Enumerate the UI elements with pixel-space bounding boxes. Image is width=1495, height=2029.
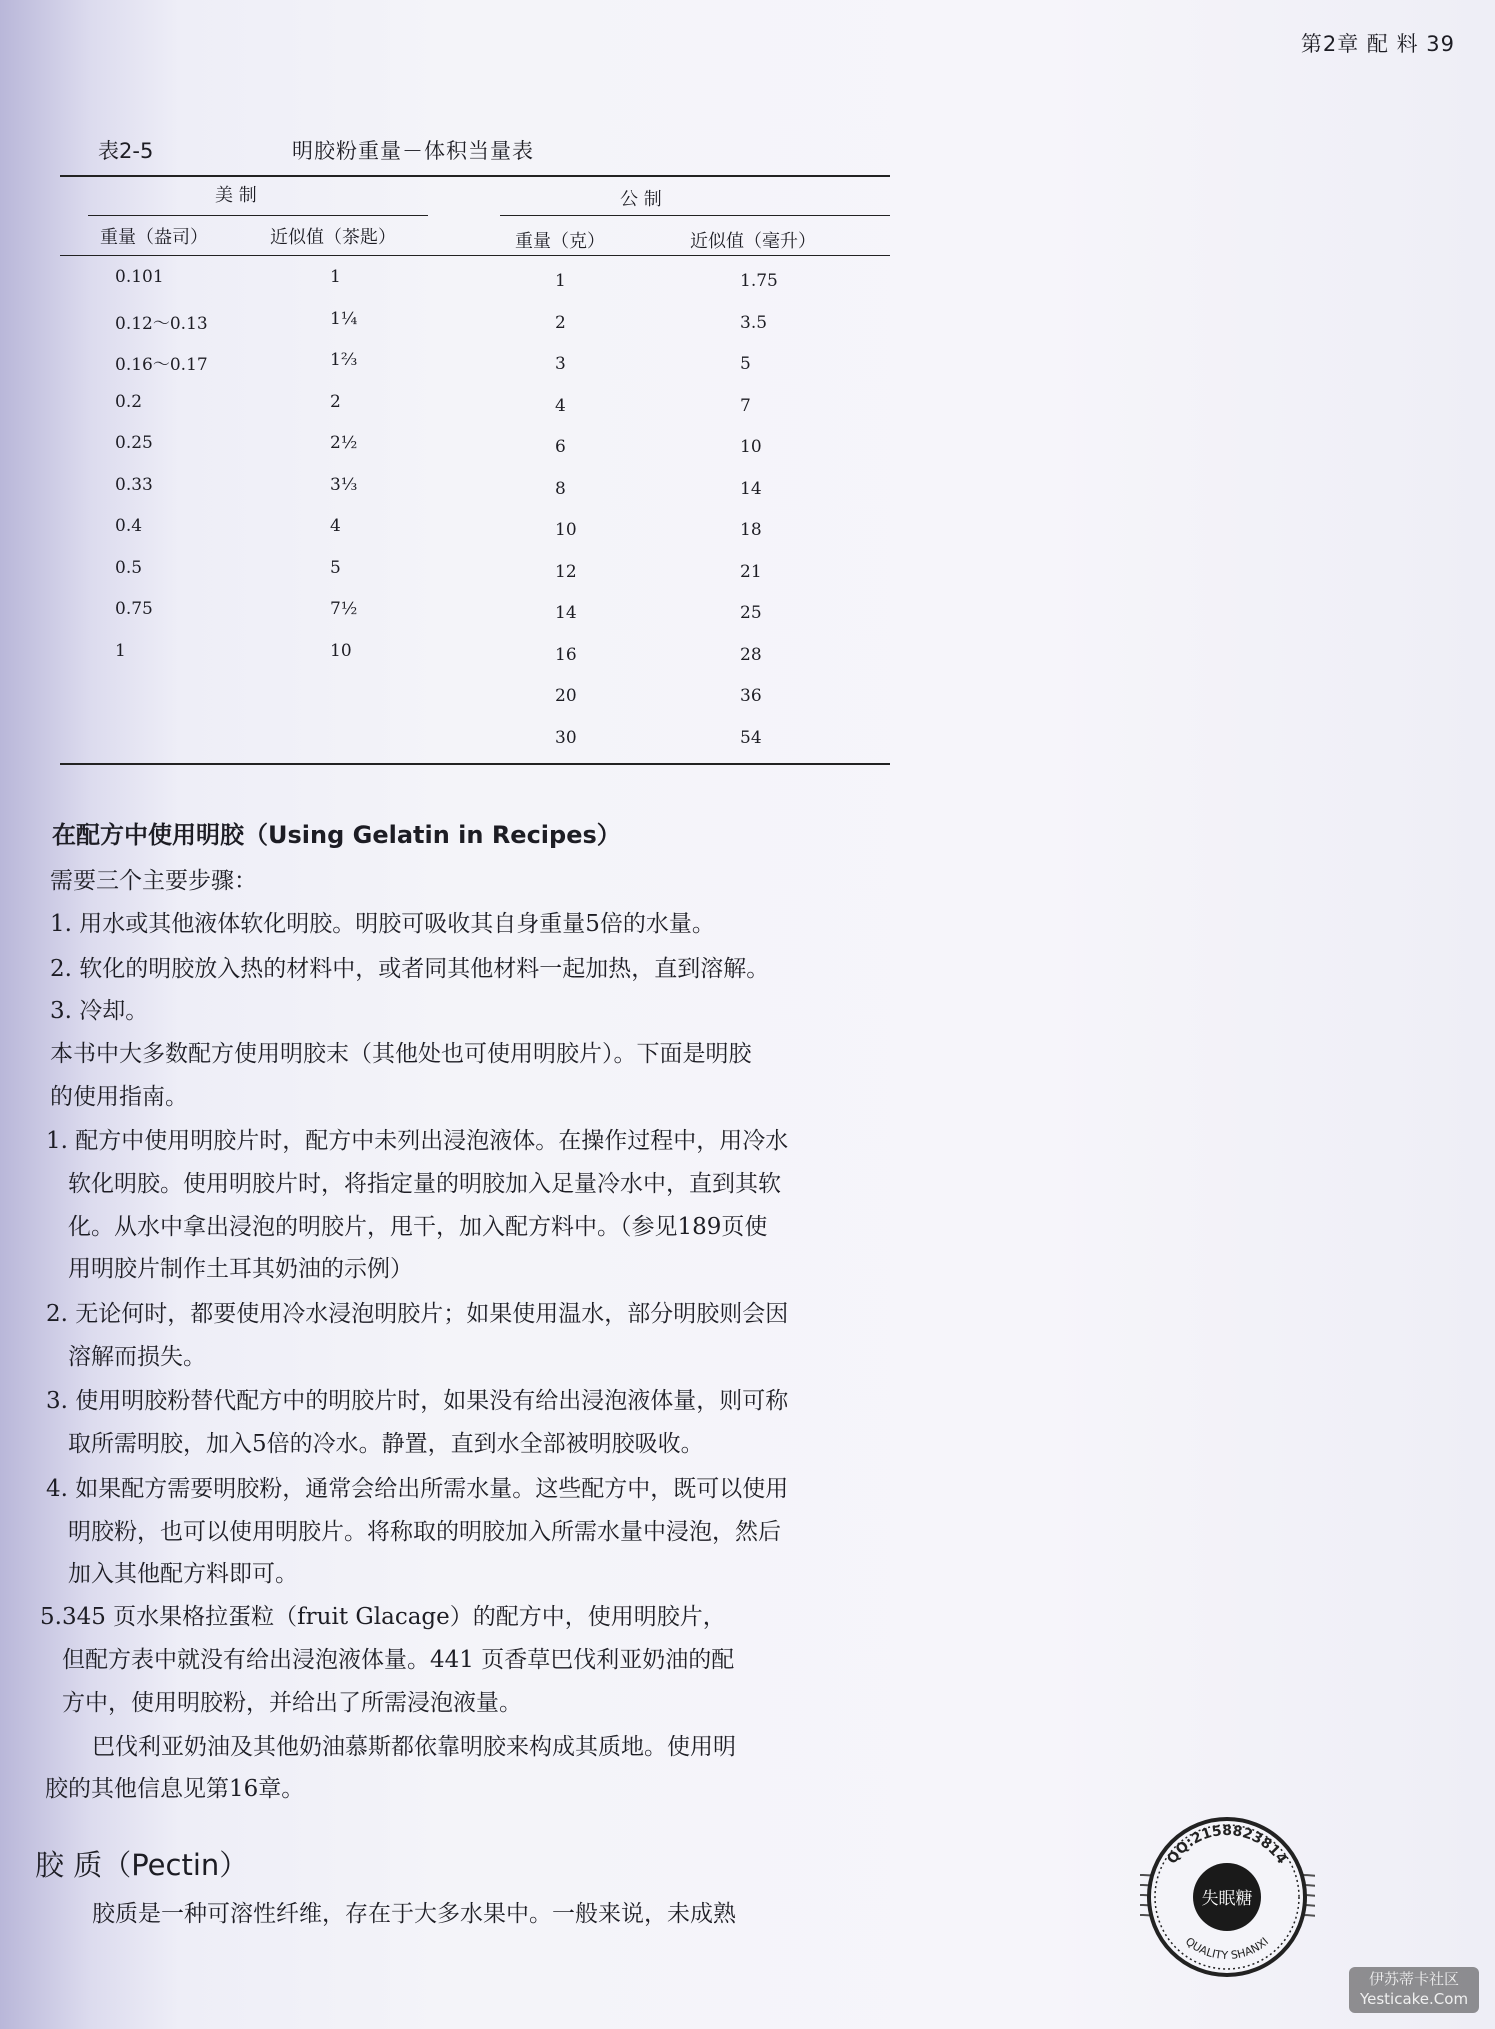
table-cell-us-weight-oz: 1 xyxy=(115,640,126,661)
table-cell-metric-weight-g: 3 xyxy=(555,354,566,374)
step-2: 2. 软化的明胶放入热的材料中，或者同其他材料一起加热，直到溶解。 xyxy=(50,956,770,982)
paragraph-2-line-2: 但配方表中就没有给出浸泡液体量。441 页香草巴伐利亚奶油的配 xyxy=(62,1647,735,1673)
table-cell-us-weight-oz: 0.101 xyxy=(115,267,164,287)
table-cell-us-approx-tsp: 10 xyxy=(330,640,352,661)
table-cell-metric-approx-ml: 25 xyxy=(740,603,762,623)
table-cell-metric-approx-ml: 36 xyxy=(740,686,762,706)
table-cell-us-approx-tsp: 2½ xyxy=(330,433,358,453)
table-cell-metric-approx-ml: 14 xyxy=(740,478,762,499)
group-metric-header: 公 制 xyxy=(620,189,662,210)
table-cell-metric-approx-ml: 10 xyxy=(740,437,762,457)
gelatin-table xyxy=(60,135,890,748)
pectin-line-1: 胶质是一种可溶性纤维，存在于大多水果中。一般来说，未成熟 xyxy=(92,1901,736,1927)
col-header-weight-g: 重量（克） xyxy=(515,231,605,252)
table-cell-metric-weight-g: 8 xyxy=(555,478,566,499)
table-cell-us-weight-oz: 0.2 xyxy=(115,391,143,412)
table-cell-us-approx-tsp: 1 xyxy=(330,267,341,287)
section-heading-using-gelatin: 在配方中使用明胶（Using Gelatin in Recipes） xyxy=(52,821,621,849)
table-cell-metric-approx-ml: 3.5 xyxy=(740,312,768,333)
table-cell-us-approx-tsp: 7½ xyxy=(330,599,358,619)
col-header-approx-tsp: 近似值（茶匙） xyxy=(270,227,396,248)
table-title: 明胶粉重量－体积当量表 xyxy=(292,139,534,163)
table-cell-metric-approx-ml: 28 xyxy=(740,644,762,665)
table-cell-us-approx-tsp: 3⅓ xyxy=(330,474,358,495)
stamp-center-text: 失眠糖 xyxy=(1201,1889,1253,1909)
table-bottom-rule xyxy=(60,763,890,765)
page-header: 第2章 配 料 39 xyxy=(1300,32,1455,56)
section-heading-pectin: 胶 质（Pectin） xyxy=(35,1848,249,1882)
guide-4-line-1: 4. 如果配方需要明胶粉，通常会给出所需水量。这些配方中，既可以使用 xyxy=(46,1476,789,1502)
table-cell-us-weight-oz: 0.4 xyxy=(115,516,143,536)
table-cell-metric-approx-ml: 21 xyxy=(740,561,762,582)
table-cell-metric-weight-g: 1 xyxy=(555,271,566,291)
table-cell-us-approx-tsp: 5 xyxy=(330,557,341,578)
guide-1-line-3: 化。从水中拿出浸泡的明胶片，甩干，加入配方料中。（参见189页使 xyxy=(68,1214,768,1240)
guide-3-line-1: 3. 使用明胶粉替代配方中的明胶片时，如果没有给出浸泡液体量，则可称 xyxy=(46,1388,789,1414)
group-rule-us xyxy=(88,215,428,216)
table-cell-us-approx-tsp: 2 xyxy=(330,391,341,412)
paragraph-1-line-2: 的使用指南。 xyxy=(50,1084,188,1110)
group-us-header: 美 制 xyxy=(215,185,257,206)
guide-1-line-2: 软化明胶。使用明胶片时，将指定量的明胶加入足量冷水中，直到其软 xyxy=(68,1171,781,1197)
step-1: 1. 用水或其他液体软化明胶。明胶可吸收其自身重量5倍的水量。 xyxy=(50,911,715,937)
table-cell-us-approx-tsp: 1¼ xyxy=(330,308,358,329)
table-number: 表2-5 xyxy=(98,139,154,163)
stamp-top-text: QQ:2158823814 xyxy=(1164,1823,1290,1868)
table-cell-metric-approx-ml: 54 xyxy=(740,727,762,748)
table-header-rule xyxy=(60,255,890,256)
table-cell-metric-weight-g: 4 xyxy=(555,395,566,416)
table-cell-metric-approx-ml: 18 xyxy=(740,520,762,540)
table-cell-us-weight-oz: 0.12～0.13 xyxy=(115,313,208,334)
table-cell-us-approx-tsp: 1⅔ xyxy=(330,350,358,370)
group-rule-metric xyxy=(500,215,890,216)
paragraph-3-line-1: 巴伐利亚奶油及其他奶油慕斯都依靠明胶来构成其质地。使用明 xyxy=(92,1734,736,1760)
guide-1-line-4: 用明胶片制作土耳其奶油的示例） xyxy=(68,1256,413,1282)
intro-line: 需要三个主要步骤： xyxy=(50,868,257,894)
table-cell-us-weight-oz: 0.16～0.17 xyxy=(115,355,208,375)
table-cell-metric-weight-g: 2 xyxy=(555,312,566,333)
table-cell-metric-weight-g: 12 xyxy=(555,561,577,582)
table-cell-metric-weight-g: 6 xyxy=(555,437,566,457)
table-cell-metric-weight-g: 20 xyxy=(555,686,577,706)
table-cell-us-weight-oz: 0.75 xyxy=(115,599,153,619)
table-cell-metric-weight-g: 14 xyxy=(555,603,577,623)
guide-2-line-1: 2. 无论何时，都要使用冷水浸泡明胶片；如果使用温水，部分明胶则会因 xyxy=(46,1301,789,1327)
watermark-line-2: Yesticake.Com xyxy=(1359,1990,1469,2008)
table-caption xyxy=(60,135,890,169)
stamp-bottom-text: QUALITY SHANXI xyxy=(1182,1934,1272,1963)
col-header-approx-ml: 近似值（毫升） xyxy=(690,231,816,252)
guide-1-line-1: 1. 配方中使用明胶片时，配方中未列出浸泡液体。在操作过程中，用冷水 xyxy=(46,1128,789,1154)
table-cell-metric-approx-ml: 7 xyxy=(740,395,751,416)
guide-3-line-2: 取所需明胶，加入5倍的冷水。静置，直到水全部被明胶吸收。 xyxy=(68,1431,704,1457)
table-cell-us-weight-oz: 0.25 xyxy=(115,433,153,453)
paragraph-1-line-1: 本书中大多数配方使用明胶末（其他处也可使用明胶片）。下面是明胶 xyxy=(50,1041,752,1067)
site-watermark xyxy=(1349,1967,1479,2013)
table-cell-us-weight-oz: 0.5 xyxy=(115,557,143,578)
guide-4-line-2: 明胶粉，也可以使用明胶片。将称取的明胶加入所需水量中浸泡，然后 xyxy=(68,1519,781,1545)
table-cell-metric-weight-g: 16 xyxy=(555,644,577,665)
postmark-stamp-icon xyxy=(1140,1810,1315,1985)
col-header-weight-oz: 重量（盎司） xyxy=(100,227,208,248)
watermark-line-1: 伊苏蒂卡社区 xyxy=(1368,1970,1459,1988)
paragraph-2-line-3: 方中，使用明胶粉，并给出了所需浸泡液量。 xyxy=(62,1690,522,1716)
step-3: 3. 冷却。 xyxy=(50,998,149,1024)
paragraph-2-line-1: 5.345 页水果格拉蛋粒（fruit Glacage）的配方中，使用明胶片， xyxy=(40,1604,726,1630)
table-cell-metric-weight-g: 10 xyxy=(555,520,577,540)
guide-4-line-3: 加入其他配方料即可。 xyxy=(68,1561,298,1587)
table-cell-us-approx-tsp: 4 xyxy=(330,516,341,536)
paragraph-3-line-2: 胶的其他信息见第16章。 xyxy=(45,1776,305,1802)
table-cell-metric-approx-ml: 1.75 xyxy=(740,271,778,291)
table-cell-us-weight-oz: 0.33 xyxy=(115,474,153,495)
table-top-rule xyxy=(60,175,890,177)
table-cell-metric-weight-g: 30 xyxy=(555,727,577,748)
guide-2-line-2: 溶解而损失。 xyxy=(68,1344,206,1370)
table-cell-metric-approx-ml: 5 xyxy=(740,354,751,374)
